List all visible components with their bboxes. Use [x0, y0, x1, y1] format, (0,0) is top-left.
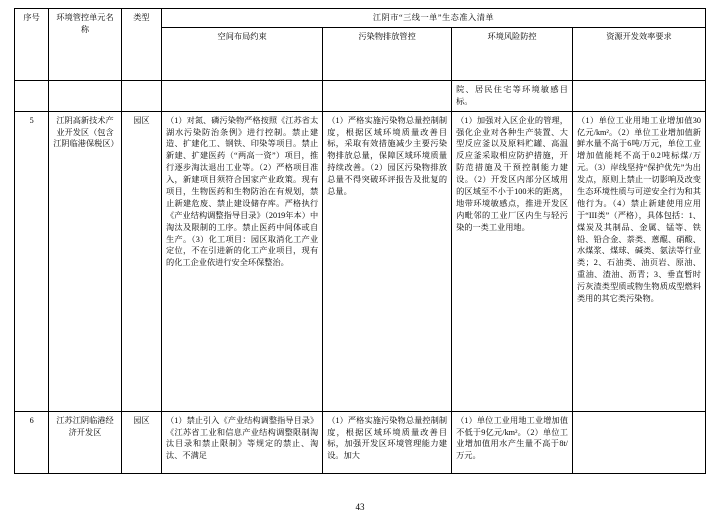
page-number: 43 — [355, 502, 365, 512]
cell-type: 园区 — [121, 411, 161, 473]
cell-seq — [15, 80, 49, 111]
cell-risk: （1）加强对入区企业的管理，强化企业对各种生产装置、大型反应釜以及原料贮罐、高温反应釜采取相应防护措施，开防范措施及干预控制能力建设。（2）开发区内部分区域用的区域至不小于100米的距离，地带环境敏感点，推进开发区内毗邻的工业厂区内生与轻污染的一类工业用地。 — [452, 111, 573, 411]
cell-pollutant — [323, 80, 452, 111]
column-header-resource: 资源开发效率要求 — [572, 27, 705, 80]
column-header-type: 类型 — [121, 9, 161, 81]
cell-unit-name — [49, 80, 122, 111]
cell-resource — [572, 411, 705, 473]
table-row — [15, 80, 706, 111]
cell-resource: （1）单位工业用地工业增加值30亿元/km²。（2）单位工业增加值新鲜水量不高于6吨/万元，单位工业增加值能耗不高于0.2吨标煤/万元。（3）岸线坚持“保护优先”为出发点，原则上禁止一切影响及改变生态环境性质与可逆安全行为和其他行为。（4）禁止新建使用应用于“III类”（严格），具体包括：1、煤炭及其制品、金属、锰等、铁铅、铅合金、萘类、蒽醌、硝酸、水煤浆、煤球、碱类、氨法等行业类；2、石油类、油页岩、原油、重油、渣油、沥青；3、垂直暂时污灰渣类型质或物生物质成型燃料类用的其它类污染物。 — [572, 111, 705, 411]
table-header-row-title — [15, 9, 706, 28]
cell-resource — [572, 80, 705, 111]
cell-type: 园区 — [121, 111, 161, 411]
table-row — [15, 111, 706, 411]
cell-unit-name: 江阴高新技术产业开发区（包含江阴临港保税区） — [49, 111, 122, 411]
cell-type — [121, 80, 161, 111]
cell-spatial: （1）对氮、磷污染物严格按照《江苏省太湖水污染防治条例》进行控制。禁止建造、扩建化工、钢铁、印染等项目。禁止新建、扩建医药（“两高一资”）项目，推行逐步淘汰退出工业等。（2）严格项目准入，新建项目须符合国家产业政策。现有项目，生物医药和生物防治在有规划，禁止新建危废、禁止建设储存库。严格执行《产业结构调整指导目录》（2019年本）中淘汰及限制的工序。禁止医药中间体或自生产。（3）化工项目：园区取消化工产业定位，不在引进新的化工产业项目，现有的化工企业依进行安全环保整治。 — [162, 111, 323, 411]
column-header-seq: 序号 — [15, 9, 49, 81]
cell-pollutant: （1）严格实施污染物总量控制制度，根据区域环境质量改善目标，加强开发区环境管理能力建设。加大 — [323, 411, 452, 473]
column-header-spatial: 空间布局约束 — [162, 27, 323, 80]
column-header-pollutant: 污染物排放管控 — [323, 27, 452, 80]
cell-seq: 5 — [15, 111, 49, 411]
column-header-unit-name: 环境管控单元名称 — [49, 9, 122, 81]
cell-spatial — [162, 80, 323, 111]
cell-unit-name: 江苏江阴临港经济开发区 — [49, 411, 122, 473]
cell-risk: （1）单位工业用地工业增加值不低于9亿元/km²。（2）单位工业增加值用水产生量不高于8t/万元。 — [452, 411, 573, 473]
compliance-table — [14, 8, 706, 474]
table-row — [15, 411, 706, 473]
table-title: 江阴市“三线一单”生态准入清单 — [162, 9, 706, 28]
cell-risk: 院、居民住宅等环境敏感目标。 — [452, 80, 573, 111]
column-header-risk: 环境风险防控 — [452, 27, 573, 80]
cell-spatial: （1）禁止引入《产业结构调整指导目录》《江苏省工业和信息产业结构调整限制淘汰目录和禁止限制》等规定的禁止、淘汰、不满足 — [162, 411, 323, 473]
cell-pollutant: （1）严格实施污染物总量控制制度，根据区域环境质量改善目标，采取有效措施减少主要污染物排放总量，保障区域环境质量持续改善。（2）园区污染物排放总量不得突破环评报告及批复的总量。 — [323, 111, 452, 411]
cell-seq: 6 — [15, 411, 49, 473]
